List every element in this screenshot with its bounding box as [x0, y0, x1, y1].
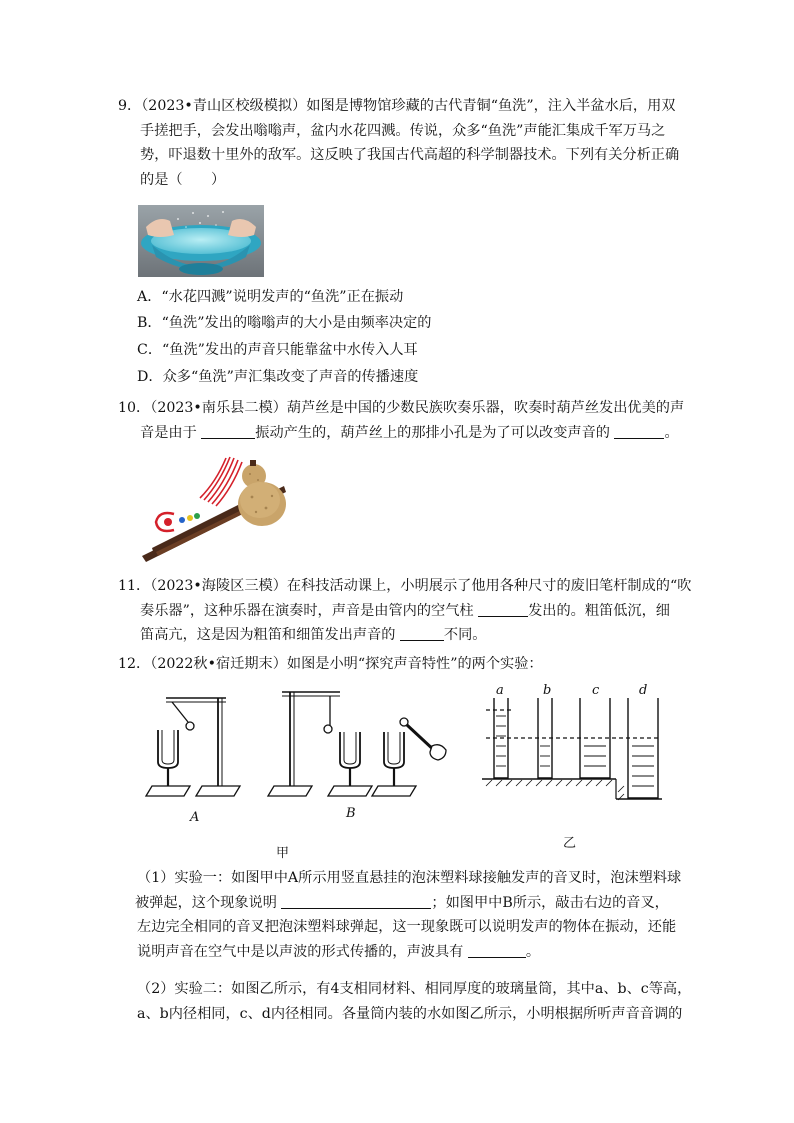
question-12-part-2-line-2: a、b内径相同，c、d内径相同。各量筒内装的水如图乙所示，小明根据所听声音音调的: [137, 1005, 683, 1022]
question-10-line-2: 音是由于 振动产生的，葫芦丝上的那排小孔是为了可以改变声音的 。: [140, 424, 679, 441]
tuning-fork-figure: [140, 686, 450, 806]
question-11-line-1: 11．（2023•海陵区三模）在科技活动课上，小明展示了他用各种尺寸的废旧笔杆制成的“吹: [118, 578, 692, 594]
fish-wash-bowl-photo: [138, 205, 264, 277]
answer-blank[interactable]: [478, 602, 528, 617]
cylinder-label-b: b: [543, 683, 552, 698]
question-9: [118, 94, 678, 192]
question-10: [118, 396, 685, 445]
question-12: [118, 652, 678, 677]
question-11-line-2: 奏乐器”，这种乐器在演奏时，声音是由管内的空气柱 发出的。粗笛低沉，细: [140, 602, 670, 619]
question-9-option-c: C．“鱼洗”发出的声音只能靠盆中水传入人耳: [137, 342, 418, 358]
cylinder-label-c: c: [592, 683, 600, 698]
question-9-line-4: 的是（ ）: [140, 171, 226, 188]
cylinder-label-a: a: [496, 683, 504, 698]
question-9-line-3: 势，吓退数十里外的敌军。这反映了我国古代高超的科学制器技术。下列有关分析正确: [140, 147, 680, 163]
cylinder-label-d: d: [639, 683, 648, 698]
question-11-line-3: 笛高亢，这是因为粗笛和细笛发出声音的 不同。: [140, 627, 487, 643]
answer-blank[interactable]: [201, 424, 255, 439]
hulusi-instrument-photo: [134, 452, 292, 564]
question-10-line-1: 10．（2023•南乐县二模）葫芦丝是中国的少数民族吹奏乐器，吹奏时葫芦丝发出优美的声: [118, 400, 685, 416]
figure-label-jia: 甲: [276, 846, 290, 861]
question-12-part-1-line-1: （1）实验一：如图甲中A所示用竖直悬挂的泡沫塑料球接触发声的音叉时，泡沫塑料球: [137, 870, 682, 886]
question-12-part-2: [137, 977, 692, 1026]
question-9-line-2: 手搓把手，会发出嗡嗡声，盆内水花四溅。传说，众多“鱼洗”声能汇集成千军万马之: [140, 122, 666, 139]
question-9-option-b: B．“鱼洗”发出的嗡嗡声的大小是由频率决定的: [137, 315, 432, 331]
figure-label-b: B: [346, 806, 356, 821]
question-9-option-d: D．众多“鱼洗”声汇集改变了声音的传播速度: [137, 369, 419, 385]
question-9-option-a: A．“水花四溅”说明发声的“鱼洗”正在振动: [137, 289, 404, 305]
question-12-line-1: 12．（2022秋•宿迁期末）如图是小明“探究声音特性”的两个实验：: [118, 656, 543, 672]
figure-label-a: A: [190, 810, 200, 825]
question-12-part-2-line-1: （2）实验二：如图乙所示，有4支相同材料、相同厚度的玻璃量筒，其中a、b、c等高，: [137, 981, 692, 997]
answer-blank[interactable]: [281, 894, 431, 909]
question-12-part-1-line-4: 说明声音在空气中是以声波的形式传播的，声波具有 。: [137, 943, 541, 960]
question-11: [118, 574, 692, 648]
question-12-part-1-line-3: 左边完全相同的音叉把泡沫塑料球弹起，这一现象既可以说明发声的物体在振动，还能: [137, 919, 677, 935]
question-12-part-1: [137, 866, 687, 964]
figure-label-yi: 乙: [563, 836, 577, 851]
question-12-part-1-line-2: 被弹起，这个现象说明 ；如图甲中B所示，敲击右边的音叉，: [135, 894, 669, 911]
answer-blank[interactable]: [614, 424, 664, 439]
glass-cylinder-figure: [482, 682, 662, 804]
answer-blank[interactable]: [400, 626, 444, 641]
answer-blank[interactable]: [468, 943, 526, 958]
question-9-line-1: 9．（2023•青山区校级模拟）如图是博物馆珍藏的古代青铜“鱼洗”，注入半盆水后，用双: [118, 98, 676, 114]
